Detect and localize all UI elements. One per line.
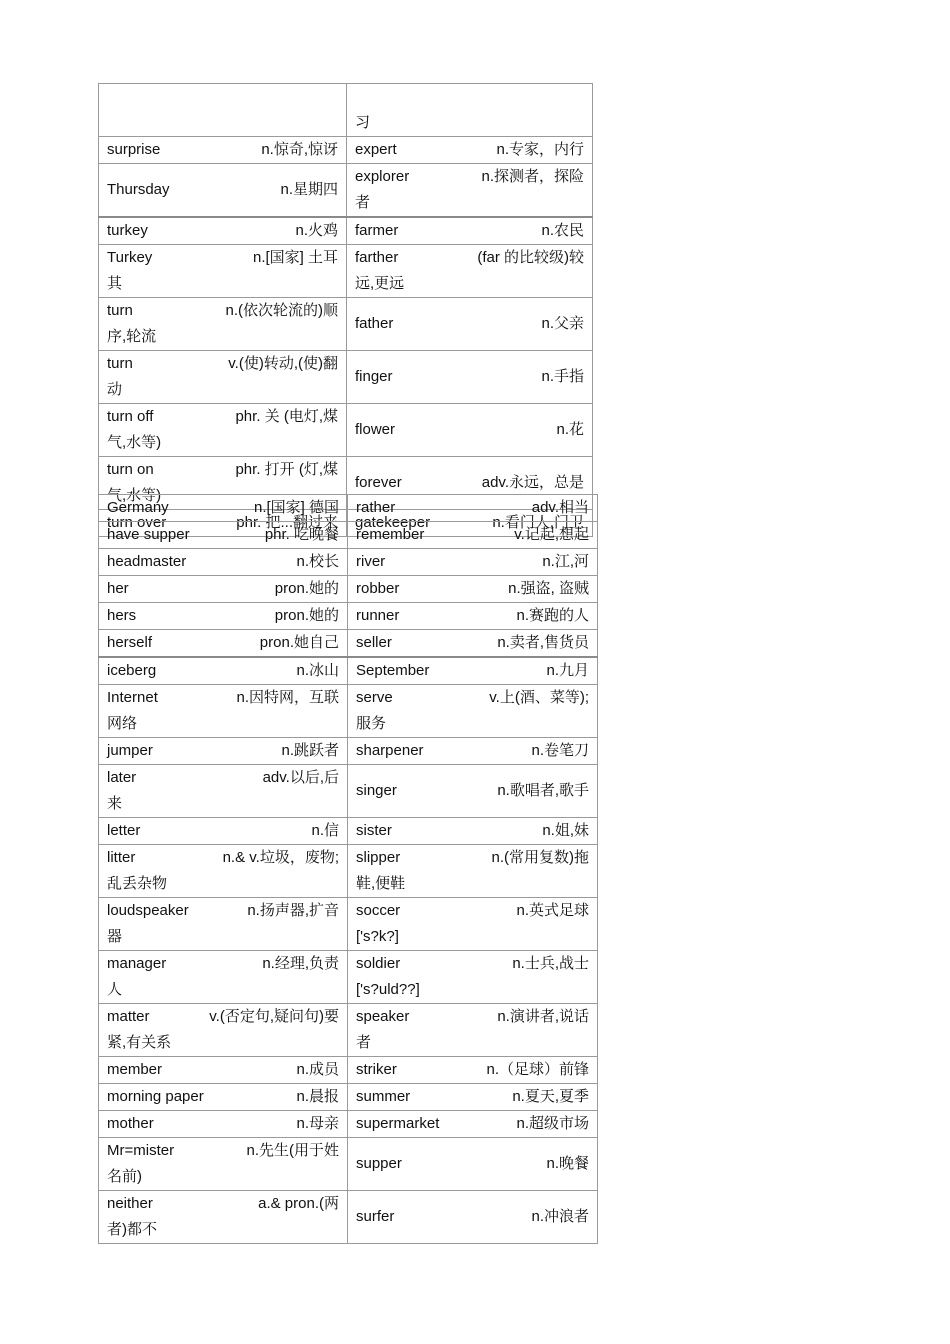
table-row bbox=[99, 1004, 598, 1057]
vocab-definition: n.火鸡 bbox=[295, 222, 338, 239]
vocab-cell bbox=[347, 404, 593, 457]
vocab-definition-continued: 气,水等) bbox=[107, 434, 162, 451]
vocab-cell bbox=[348, 603, 598, 630]
vocab-definition: pron.她的 bbox=[274, 580, 339, 597]
vocab-definition: n.先生(用于姓 bbox=[246, 1142, 339, 1159]
vocab-definition: n.江,河 bbox=[542, 553, 589, 570]
vocab-definition: n.歌唱者,歌手 bbox=[497, 782, 589, 799]
vocab-word: gatekeeper bbox=[355, 514, 431, 531]
vocab-cell bbox=[99, 1004, 348, 1057]
vocab-definition: n.母亲 bbox=[296, 1115, 339, 1132]
vocab-definition-continued: 名前) bbox=[107, 1168, 142, 1185]
vocab-definition: n.手指 bbox=[541, 368, 584, 385]
vocab-definition-continued: 紧,有关系 bbox=[107, 1034, 172, 1051]
vocab-cell bbox=[99, 657, 348, 685]
vocab-definition-continued: 其 bbox=[107, 275, 123, 292]
vocab-definition: n.英式足球 bbox=[516, 902, 589, 919]
vocab-definition: phr. 打开 (灯,煤 bbox=[235, 461, 338, 478]
vocab-word: turn bbox=[107, 355, 133, 372]
vocab-word: Germany bbox=[107, 499, 169, 516]
table-row bbox=[99, 137, 593, 164]
vocab-cell bbox=[348, 576, 598, 603]
vocab-word: member bbox=[107, 1061, 163, 1078]
vocab-cell bbox=[99, 818, 348, 845]
vocab-cell bbox=[99, 84, 347, 137]
vocab-word: farmer bbox=[355, 222, 399, 239]
vocab-definition-continued: 气,水等) bbox=[107, 487, 162, 504]
vocab-word: manager bbox=[107, 955, 167, 972]
vocab-definition: n.卖者,售货员 bbox=[497, 634, 589, 651]
vocab-definition: n.(常用复数)拖 bbox=[491, 849, 589, 866]
vocab-definition: pron.她的 bbox=[274, 607, 339, 624]
vocab-definition: n.校长 bbox=[296, 553, 339, 570]
vocab-word: flower bbox=[355, 421, 396, 438]
vocab-cell bbox=[99, 1084, 348, 1111]
vocab-definition-continued: 器 bbox=[107, 928, 123, 945]
vocab-word: father bbox=[355, 315, 394, 332]
vocab-word: matter bbox=[107, 1008, 150, 1025]
table-row bbox=[99, 549, 598, 576]
table-row bbox=[99, 818, 598, 845]
table-row bbox=[99, 84, 593, 137]
vocab-cell bbox=[347, 137, 593, 164]
vocab-cell bbox=[348, 818, 598, 845]
table-row bbox=[99, 164, 593, 218]
vocab-cell bbox=[348, 549, 598, 576]
vocab-definition: n.赛跑的人 bbox=[516, 607, 589, 624]
vocab-cell bbox=[347, 245, 593, 298]
vocab-word: summer bbox=[356, 1088, 411, 1105]
vocab-cell bbox=[348, 951, 598, 1004]
vocab-word: serve bbox=[356, 689, 393, 706]
vocab-table-top bbox=[98, 83, 593, 537]
vocab-definition: adv.相当 bbox=[531, 499, 589, 516]
vocab-definition-continued: 网络 bbox=[107, 715, 138, 732]
vocab-definition: n.惊奇,惊讶 bbox=[261, 141, 338, 158]
vocab-definition: n.(依次轮流的)顺 bbox=[225, 302, 338, 319]
vocab-definition-continued: 服务 bbox=[356, 715, 387, 732]
vocab-definition: n.星期四 bbox=[280, 181, 338, 198]
vocab-definition: n.[国家] 土耳 bbox=[252, 249, 338, 266]
vocab-definition-continued: ['s?k?] bbox=[356, 928, 399, 945]
vocab-definition: n.扬声器,扩音 bbox=[247, 902, 339, 919]
vocab-definition: n.晚餐 bbox=[546, 1155, 589, 1172]
vocab-word: litter bbox=[107, 849, 136, 866]
vocab-definition-continued: 者 bbox=[355, 194, 371, 211]
vocab-definition: n.成员 bbox=[296, 1061, 339, 1078]
vocab-cell bbox=[99, 164, 347, 218]
vocab-definition-continued: 人 bbox=[107, 981, 123, 998]
vocab-definition-continued: 者)都不 bbox=[107, 1221, 157, 1238]
vocab-cell bbox=[348, 1004, 598, 1057]
vocab-definition: n.探测者，探险 bbox=[481, 168, 584, 185]
vocab-definition: a.& pron.(两 bbox=[258, 1195, 339, 1212]
vocab-word: mother bbox=[107, 1115, 154, 1132]
vocab-word: sister bbox=[356, 822, 392, 839]
vocab-word: speaker bbox=[356, 1008, 410, 1025]
vocab-cell bbox=[348, 765, 598, 818]
vocab-word: remember bbox=[356, 526, 425, 543]
vocab-definition: v.(否定句,疑问句)要 bbox=[209, 1008, 339, 1025]
vocab-cell bbox=[99, 738, 348, 765]
vocab-definition: adv.以后,后 bbox=[262, 769, 339, 786]
vocab-word: Turkey bbox=[107, 249, 153, 266]
table-row bbox=[99, 603, 598, 630]
vocab-cell bbox=[99, 765, 348, 818]
table-row bbox=[99, 576, 598, 603]
vocab-cell bbox=[99, 522, 348, 549]
vocab-cell bbox=[99, 351, 347, 404]
vocab-cell bbox=[348, 1057, 598, 1084]
vocab-word: striker bbox=[356, 1061, 397, 1078]
vocab-definition-continued: ['s?uld??] bbox=[356, 981, 420, 998]
vocab-word: later bbox=[107, 769, 137, 786]
vocab-word: soccer bbox=[356, 902, 401, 919]
vocab-cell bbox=[99, 217, 347, 245]
vocab-definition: n.强盗, 盗贼 bbox=[508, 580, 589, 597]
vocab-definition: n.花 bbox=[556, 421, 584, 438]
vocab-cell bbox=[348, 657, 598, 685]
table-row bbox=[99, 522, 598, 549]
table-row bbox=[99, 495, 598, 522]
table-row bbox=[99, 245, 593, 298]
vocab-word: supermarket bbox=[356, 1115, 440, 1132]
vocab-definition-continued: 动 bbox=[107, 381, 123, 398]
vocab-word: singer bbox=[356, 782, 397, 799]
table-row bbox=[99, 404, 593, 457]
vocab-definition: n.姐,妹 bbox=[542, 822, 589, 839]
vocab-word: letter bbox=[107, 822, 141, 839]
vocab-cell bbox=[99, 603, 348, 630]
vocab-word: herself bbox=[107, 634, 153, 651]
vocab-table-bottom bbox=[98, 494, 598, 1244]
vocab-cell bbox=[99, 845, 348, 898]
vocab-word: sharpener bbox=[356, 742, 424, 759]
vocab-word: surprise bbox=[107, 141, 161, 158]
vocab-cell bbox=[348, 898, 598, 951]
table-row bbox=[99, 351, 593, 404]
vocab-word: September bbox=[356, 662, 430, 679]
vocab-word: turn off bbox=[107, 408, 154, 425]
table-row bbox=[99, 217, 593, 245]
vocab-cell bbox=[347, 298, 593, 351]
vocab-cell bbox=[99, 685, 348, 738]
vocab-word: expert bbox=[355, 141, 397, 158]
vocab-cell bbox=[347, 351, 593, 404]
vocab-definition: v.上(酒、菜等); bbox=[489, 689, 589, 706]
table-row bbox=[99, 298, 593, 351]
vocab-word: slipper bbox=[356, 849, 401, 866]
vocab-word: robber bbox=[356, 580, 400, 597]
vocab-word: finger bbox=[355, 368, 393, 385]
vocab-definition: n.演讲者,说话 bbox=[497, 1008, 589, 1025]
vocab-definition-continued: 来 bbox=[107, 795, 123, 812]
vocab-word: jumper bbox=[107, 742, 153, 759]
vocab-definition: n.[国家] 德国 bbox=[253, 499, 339, 516]
vocab-definition: n.父亲 bbox=[541, 315, 584, 332]
vocab-cell bbox=[99, 951, 348, 1004]
vocab-definition: n.冰山 bbox=[296, 662, 339, 679]
vocab-cell bbox=[99, 1138, 348, 1191]
table-row bbox=[99, 1084, 598, 1111]
vocab-cell bbox=[99, 298, 347, 351]
vocab-cell bbox=[348, 1191, 598, 1244]
vocab-definition-continued: 乱丢杂物 bbox=[107, 875, 168, 892]
vocab-cell bbox=[348, 845, 598, 898]
table-row bbox=[99, 1191, 598, 1244]
vocab-cell bbox=[347, 164, 593, 218]
vocab-cell bbox=[99, 404, 347, 457]
table-row bbox=[99, 765, 598, 818]
vocab-word: explorer bbox=[355, 168, 410, 185]
vocab-cell bbox=[99, 495, 348, 522]
vocab-definition: n.冲浪者 bbox=[531, 1208, 589, 1225]
vocab-cell bbox=[99, 630, 348, 658]
vocab-definition: n.信 bbox=[311, 822, 339, 839]
vocab-definition: (far 的比较级)较 bbox=[477, 249, 584, 266]
vocab-cell bbox=[348, 495, 598, 522]
vocab-cell bbox=[99, 549, 348, 576]
table-row bbox=[99, 738, 598, 765]
vocab-word: surfer bbox=[356, 1208, 395, 1225]
vocab-cell bbox=[99, 1111, 348, 1138]
table-row bbox=[99, 1138, 598, 1191]
table-row bbox=[99, 630, 598, 658]
vocab-cell bbox=[348, 1111, 598, 1138]
vocab-definition: pron.她自己 bbox=[259, 634, 339, 651]
vocab-word: seller bbox=[356, 634, 392, 651]
vocab-definition-continued: 序,轮流 bbox=[107, 328, 157, 345]
vocab-definition: n.农民 bbox=[541, 222, 584, 239]
vocab-word: iceberg bbox=[107, 662, 157, 679]
vocab-word: farther bbox=[355, 249, 399, 266]
table-row bbox=[99, 657, 598, 685]
table-row bbox=[99, 1057, 598, 1084]
vocab-definition: n.专家，内行 bbox=[496, 141, 584, 158]
vocab-definition: n.（足球）前锋 bbox=[486, 1061, 589, 1078]
vocab-definition-continued: 远,更远 bbox=[355, 275, 405, 292]
vocab-cell bbox=[348, 685, 598, 738]
vocab-cell bbox=[348, 522, 598, 549]
vocab-word: turkey bbox=[107, 222, 148, 239]
vocab-definition: n.超级市场 bbox=[516, 1115, 589, 1132]
vocab-definition: n.跳跃者 bbox=[281, 742, 339, 759]
vocab-definition: n.看门人,门卫 bbox=[492, 514, 584, 531]
vocab-definition: n.晨报 bbox=[296, 1088, 339, 1105]
vocab-word: her bbox=[107, 580, 129, 597]
vocab-word: Internet bbox=[107, 689, 158, 706]
vocab-word: Thursday bbox=[107, 181, 170, 198]
vocab-definition: phr. 吃晚餐 bbox=[264, 526, 339, 543]
vocab-cell bbox=[99, 1191, 348, 1244]
vocab-definition: n.士兵,战士 bbox=[512, 955, 589, 972]
table-row bbox=[99, 898, 598, 951]
vocab-cell bbox=[348, 1138, 598, 1191]
vocab-word: river bbox=[356, 553, 386, 570]
vocab-word: neither bbox=[107, 1195, 153, 1212]
vocab-definition: n.& v.垃圾，废物; bbox=[222, 849, 339, 866]
vocab-definition: n.因特网，互联 bbox=[236, 689, 339, 706]
table-row bbox=[99, 685, 598, 738]
vocab-definition: n.经理,负责 bbox=[262, 955, 339, 972]
vocab-word: forever bbox=[355, 474, 402, 491]
vocab-word: supper bbox=[356, 1155, 402, 1172]
vocab-word: turn on bbox=[107, 461, 154, 478]
vocab-cell bbox=[347, 84, 593, 137]
vocab-cell bbox=[348, 738, 598, 765]
vocab-definition-continued: 者 bbox=[356, 1034, 372, 1051]
vocab-definition: n.卷笔刀 bbox=[531, 742, 589, 759]
table-row bbox=[99, 845, 598, 898]
vocab-cell bbox=[348, 630, 598, 658]
vocab-word: soldier bbox=[356, 955, 401, 972]
vocab-definition: v.记起,想起 bbox=[514, 526, 589, 543]
vocab-word: turn over bbox=[107, 514, 167, 531]
table-row bbox=[99, 951, 598, 1004]
vocab-cell bbox=[99, 898, 348, 951]
vocab-definition: n.夏天,夏季 bbox=[512, 1088, 589, 1105]
vocab-word: have supper bbox=[107, 526, 190, 543]
vocab-cell bbox=[347, 217, 593, 245]
vocab-cell bbox=[99, 245, 347, 298]
vocab-definition: n.九月 bbox=[546, 662, 589, 679]
vocab-word: rather bbox=[356, 499, 396, 516]
vocab-word: runner bbox=[356, 607, 400, 624]
vocab-cell bbox=[99, 1057, 348, 1084]
vocab-word: hers bbox=[107, 607, 137, 624]
vocab-definition-continued: 习 bbox=[355, 114, 371, 131]
vocab-cell bbox=[99, 576, 348, 603]
vocab-word: turn bbox=[107, 302, 133, 319]
vocab-word: headmaster bbox=[107, 553, 187, 570]
vocab-definition: phr. 关 (电灯,煤 bbox=[235, 408, 338, 425]
vocab-word: morning paper bbox=[107, 1088, 204, 1105]
vocab-cell bbox=[99, 137, 347, 164]
vocab-word: Mr=mister bbox=[107, 1142, 175, 1159]
table-row bbox=[99, 1111, 598, 1138]
vocab-cell bbox=[348, 1084, 598, 1111]
vocab-definition-continued: 鞋,便鞋 bbox=[356, 875, 406, 892]
vocab-definition: adv.永远，总是 bbox=[481, 474, 584, 491]
vocab-definition: v.(使)转动,(使)翻 bbox=[228, 355, 338, 372]
vocab-definition: phr. 把...翻过来 bbox=[236, 514, 338, 531]
vocab-word: loudspeaker bbox=[107, 902, 189, 919]
